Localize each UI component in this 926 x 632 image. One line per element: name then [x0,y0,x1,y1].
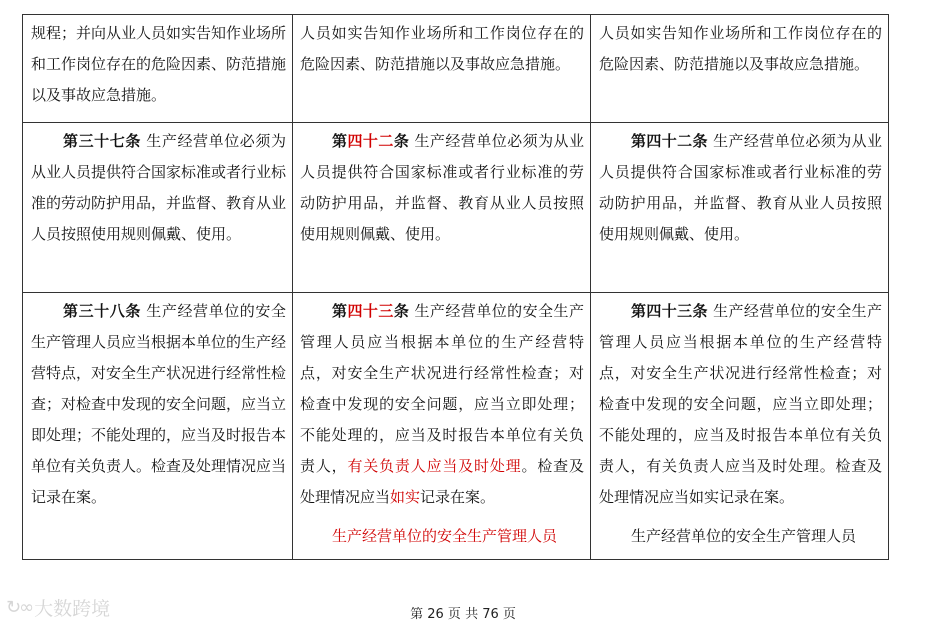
comparison-table [22,14,889,560]
article-number: 第四十三条 [631,302,708,320]
added-paragraph-highlight: 生产经营单位的安全生产管理人员 [332,527,558,545]
cell-new-law [591,123,889,293]
cell-text: 规程；并向从业人员如实告知作业场所和工作岗位存在的危险因素、防范措施以及事故应急措施。 [31,24,287,104]
article-text: 生产经营单位的安全生产管理人员应当根据本单位的生产经营特点，对安全生产状况进行经常性检查；对检查中发现的安全问题，应当立即处理；不能处理的，应当及时报告本单位有关负责人，有关负责人应当及时处理。检查及处理情况应当如实记录在案。 [599,302,882,506]
article-text: 。检查及处理情况应当 [300,457,584,506]
cell-draft-law [293,293,591,560]
article-paragraph [31,126,286,250]
article-number: 第四十二条 [631,132,708,150]
article-number-changed: 四十二 [347,132,394,150]
article-number-prefix: 第 [332,302,348,320]
article-paragraph [300,126,584,250]
article-text: 记录在案。 [420,488,496,506]
cell-text: 人员如实告知作业场所和工作岗位存在的危险因素、防范措施以及事故应急措施。 [300,24,584,73]
cell-new-law [591,293,889,560]
table-row [23,293,889,560]
added-text-highlight: 有关负责人应当及时处理 [347,457,522,475]
article-text: 生产经营单位必须为从业人员提供符合国家标准或者行业标准的劳动防护用品，并监督、教育从业人员按照使用规则佩戴、使用。 [31,132,287,243]
article-number: 第三十七条 [63,132,141,150]
article-number-suffix: 条 [393,302,410,320]
watermark-text: 大数跨境 [34,598,111,620]
page-number: 第 26 页 共 76 页 [410,607,516,622]
article-text: 生产经营单位必须为从业人员提供符合国家标准或者行业标准的劳动防护用品，并监督、教育从业人员按照使用规则佩戴、使用。 [300,132,584,243]
article-text: 生产经营单位的安全生产管理人员应当根据本单位的生产经营特点，对安全生产状况进行经常性检查；对检查中发现的安全问题，应当立即处理；不能处理的，应当及时报告本单位有关负责人。检查及处理情况应当记录在案。 [31,302,287,506]
added-text-highlight: 如实 [390,488,421,506]
article-paragraph [300,296,584,513]
cell-text: 人员如实告知作业场所和工作岗位存在的危险因素、防范措施以及事故应急措施。 [599,24,882,73]
cell-old-law [23,123,293,293]
article-text: 生产经营单位必须为从业人员提供符合国家标准或者行业标准的劳动防护用品，并监督、教育从业人员按照使用规则佩戴、使用。 [599,132,882,243]
article-number-prefix: 第 [332,132,348,150]
cell-new-law [591,15,889,123]
article-paragraph [599,296,882,513]
article-number: 第三十八条 [63,302,141,320]
table-row [23,123,889,293]
article-paragraph-tail: 生产经营单位的安全生产管理人员 [631,527,857,545]
cell-draft-law [293,15,591,123]
article-number-changed: 四十三 [347,302,394,320]
cell-old-law [23,293,293,560]
article-paragraph [599,126,882,250]
article-number-suffix: 条 [393,132,410,150]
watermark-logo-icon: ↻∞ [6,597,33,618]
article-text: 生产经营单位的安全生产管理人员应当根据本单位的生产经营特点，对安全生产状况进行经常性检查；对检查中发现的安全问题，应当立即处理；不能处理的，应当及时报告本单位有关负责人， [300,302,584,475]
cell-old-law [23,15,293,123]
cell-draft-law [293,123,591,293]
article-paragraph [31,296,286,513]
table-row [23,15,889,123]
